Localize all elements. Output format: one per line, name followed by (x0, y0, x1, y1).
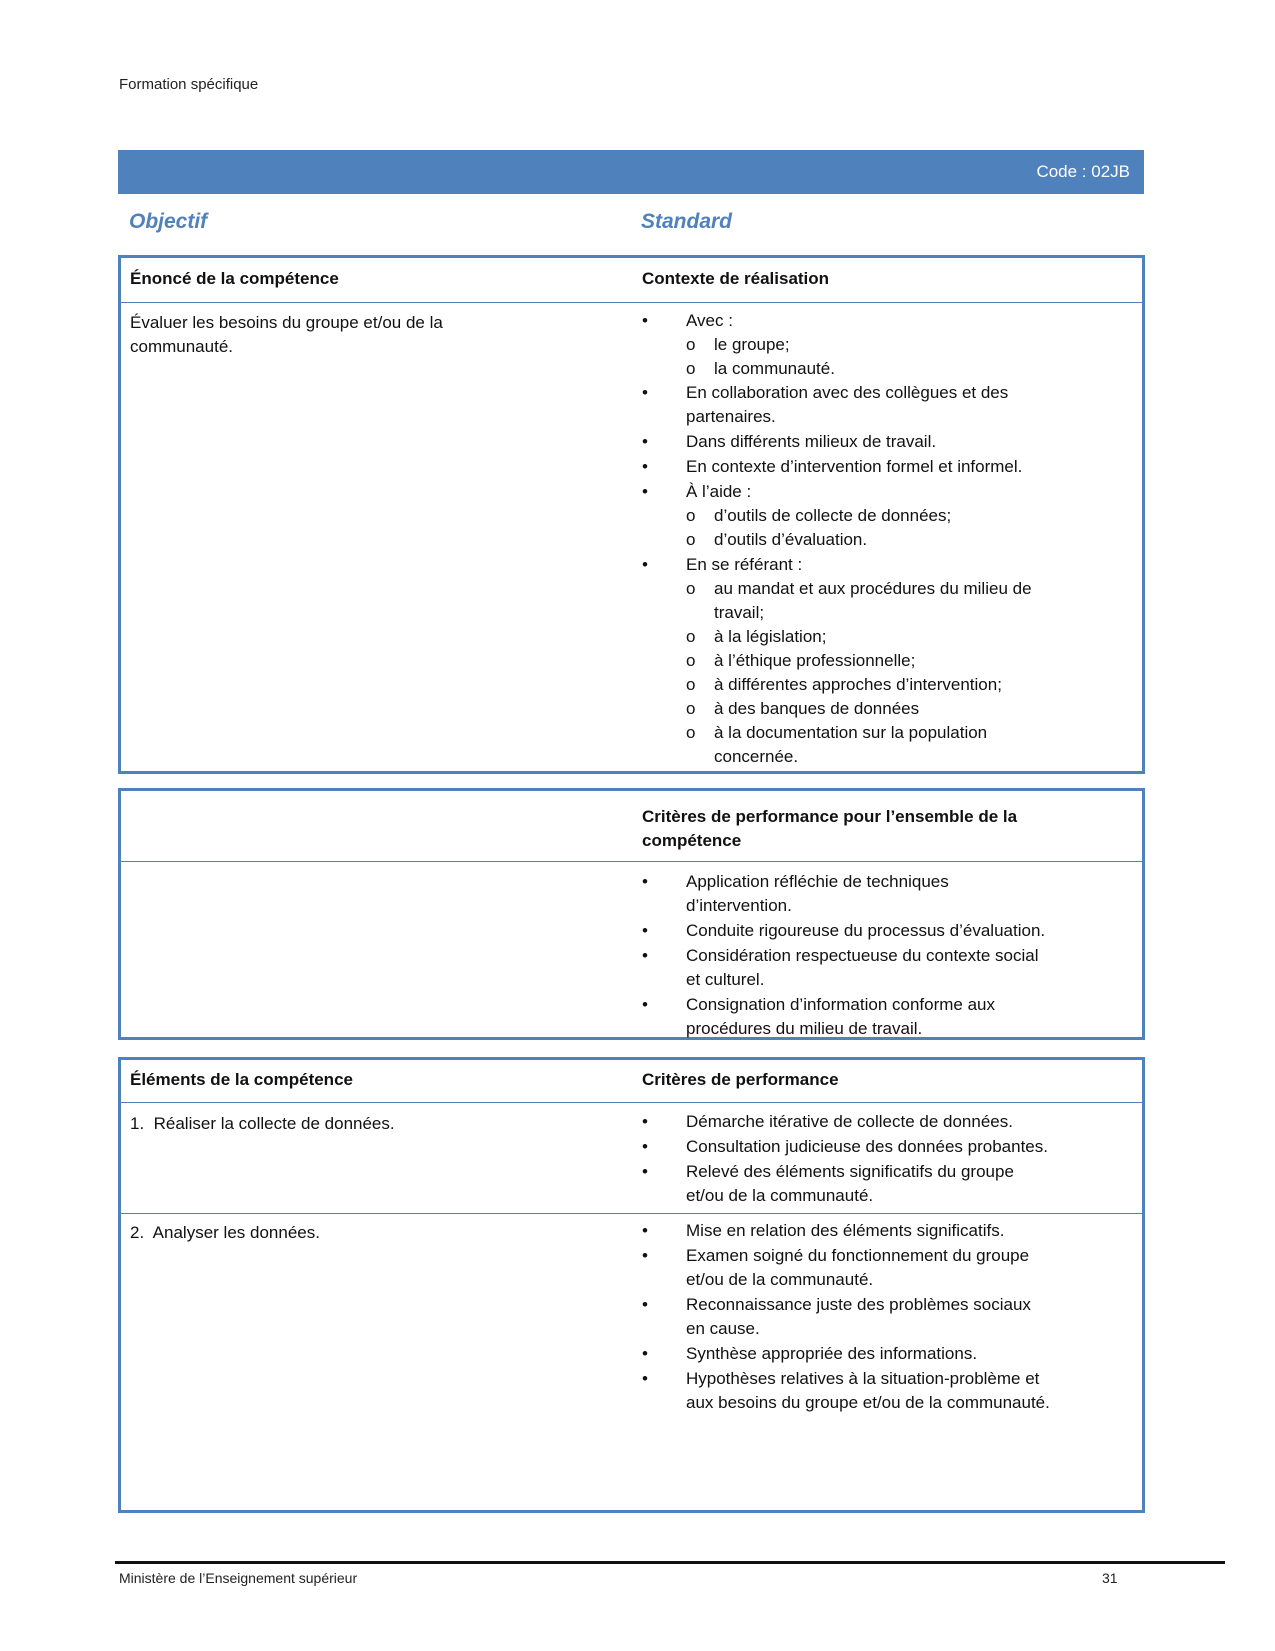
list-item-cont: procédures du milieu de travail. (686, 1019, 923, 1038)
section-elements-criteres: Éléments de la compétence Critères de performance 1. Réaliser la collecte de données. • Démarche itérative de collecte de données. • Consultation judicieuse des données probantes. • Relevé des éléments significatifs du groupe et/ou de la communauté. 2. Analyser les données. • Mise en relation des éléments significatifs. • Examen soigné du fonctionnement du groupe et/ou de la communauté. • Reconnaissance juste des problèmes sociaux en cause. • Synthèse appropriée des informations. • Hypothèses relatives à la situation-problème et aux besoins du groupe et/ou de la communauté. (118, 1057, 1145, 1513)
list-item-cont: et/ou de la communauté. (686, 1186, 874, 1205)
objectif-label: Objectif (129, 210, 208, 233)
code-bar (118, 150, 1144, 194)
criteres-ensemble-heading: compétence (642, 831, 742, 850)
divider (121, 1213, 1142, 1214)
element-1: 1. Réaliser la collecte de données. (130, 1114, 395, 1133)
list-item-cont: aux besoins du groupe et/ou de la communauté. (686, 1393, 1050, 1412)
sub-item-cont: travail; (714, 603, 765, 622)
sub-item-cont: concernée. (714, 747, 799, 766)
list-item-cont: et culturel. (686, 970, 765, 989)
section-enonce-contexte: Énoncé de la compétence Contexte de réalisation Évaluer les besoins du groupe et/ou de la communauté. • Avec : o le groupe; o la communauté. • En collaboration avec des collègues et des partenaires. • Dans différents milieux de travail. • En contexte d’intervention formel et informel. • À l’aide : o d’outils de collecte de données; o d’outils d’évaluation. • En se référant : o au mandat et aux procédures du milieu de travail; o à la législation; o à l’éthique professionnelle; o à différentes approches d’intervention; o à des banques de données o à la documentation sur la population concernée. (118, 255, 1145, 774)
list-item-cont: d’intervention. (686, 896, 792, 915)
list-item-cont: et/ou de la communauté. (686, 1270, 874, 1289)
divider (121, 1102, 1142, 1103)
standard-label: Standard (641, 210, 733, 233)
element-2: 2. Analyser les données. (130, 1223, 320, 1242)
statement-line: Évaluer les besoins du groupe et/ou de la (130, 313, 443, 332)
contexte-heading: Contexte de réalisation (642, 269, 830, 288)
divider (121, 302, 1142, 303)
list-item-cont: partenaires. (686, 407, 776, 426)
footer-rule (115, 1561, 1225, 1564)
footer-ministry: Ministère de l’Enseignement supérieur (119, 1570, 358, 1586)
criteres-heading: Critères de performance (642, 1070, 839, 1089)
program-header: Formation spécifique (119, 76, 259, 93)
competency-code: Code : 02JB (1036, 162, 1130, 181)
elements-heading: Éléments de la compétence (130, 1070, 353, 1089)
criteres-ensemble-heading: Critères de performance pour l’ensemble de la (642, 807, 1018, 826)
section-criteres-ensemble: Critères de performance pour l’ensemble de la compétence • Application réfléchie de techniques d’intervention. • Conduite rigoureuse du processus d’évaluation. • Considération respectueuse du contexte social et culturel. • Consignation d’information conforme aux procédures du milieu de travail. (118, 788, 1145, 1040)
enonce-heading: Énoncé de la compétence (130, 269, 339, 288)
statement-line: communauté. (130, 337, 233, 356)
page-number: 31 (1102, 1570, 1118, 1586)
list-item-cont: en cause. (686, 1319, 760, 1338)
divider (121, 861, 1142, 862)
